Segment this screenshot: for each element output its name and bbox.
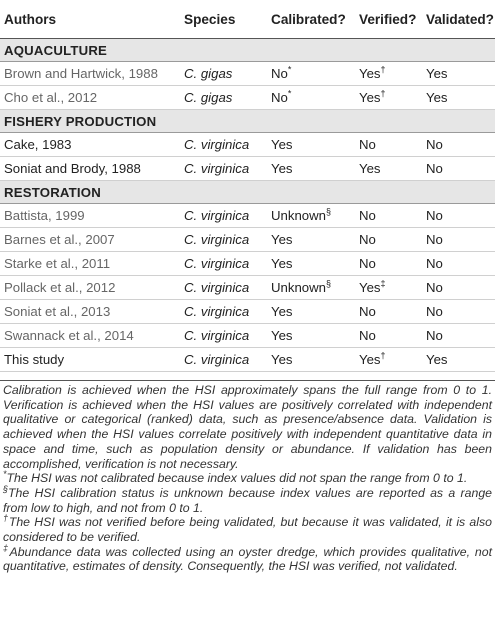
verified-cell: [355, 300, 422, 324]
section-title: RESTORATION: [0, 181, 495, 204]
footnote-dagger: [3, 515, 492, 544]
footnote-mark: †: [3, 513, 9, 524]
verified-value: Yes: [359, 161, 381, 176]
species-cell: C. virginica: [180, 348, 267, 372]
validated-cell: Yes: [422, 86, 495, 110]
calibrated-cell: [267, 204, 355, 228]
calibrated-cell: [267, 133, 355, 157]
verified-cell: [355, 276, 422, 300]
footnote-text: The HSI was not calibrated because index values did not span the range from 0 to 1.: [6, 471, 468, 486]
author-cell: Swannack et al., 2014: [0, 324, 180, 348]
section-title: FISHERY PRODUCTION: [0, 110, 495, 133]
calibrated-footnote-mark: §: [325, 278, 331, 289]
table-row: [0, 276, 495, 300]
table-row: [0, 228, 495, 252]
species-cell: C. virginica: [180, 252, 267, 276]
author-cell: Cake, 1983: [0, 133, 180, 157]
verified-value: Yes: [359, 90, 381, 105]
validated-cell: No: [422, 252, 495, 276]
table-row: [0, 252, 495, 276]
footnote-text: The HSI calibration status is unknown because index values are reported as a range from low to high, and not from 0 to 1.: [3, 485, 492, 515]
author-cell: Soniat et al., 2013: [0, 300, 180, 324]
calibrated-footnote-mark: *: [287, 64, 292, 75]
verified-value: No: [359, 304, 376, 319]
species-cell: C. gigas: [180, 62, 267, 86]
calibrated-value: Yes: [271, 328, 293, 343]
verified-cell: [355, 133, 422, 157]
calibrated-cell: [267, 86, 355, 110]
author-cell: Battista, 1999: [0, 204, 180, 228]
section-row: [0, 39, 495, 62]
verified-cell: [355, 228, 422, 252]
verified-footnote-mark: ‡: [380, 278, 386, 289]
footnote-definitions: Calibration is achieved when the HSI approximately spans the full range from 0 to 1. Verification is achieved when the HSI values are positively correlated with independent qualitative or categorical (ranked) data, such as presence/absence data. Validation is achieved when the HSI values correlate positively with independent quantitative data in space and time, such as population density or abundance. If validation has been accomplished, verification is not necessary.: [3, 383, 492, 471]
author-cell: Pollack et al., 2012: [0, 276, 180, 300]
calibrated-value: Yes: [271, 304, 293, 319]
header-authors: Authors: [0, 0, 180, 39]
calibrated-cell: [267, 157, 355, 181]
verified-cell: [355, 86, 422, 110]
species-cell: C. gigas: [180, 86, 267, 110]
table-row: [0, 133, 495, 157]
validated-cell: Yes: [422, 348, 495, 372]
species-cell: C. virginica: [180, 276, 267, 300]
calibrated-value: No: [271, 90, 288, 105]
calibrated-cell: [267, 300, 355, 324]
calibrated-value: Yes: [271, 352, 293, 367]
verified-value: Yes: [359, 352, 381, 367]
footnote-text: Abundance data was collected using an oyster dredge, which provides qualitative, not quantitative, estimates of density. Consequently, the HSI was verified, not validated.: [3, 544, 492, 574]
verified-cell: [355, 157, 422, 181]
species-cell: C. virginica: [180, 300, 267, 324]
validated-cell: No: [422, 204, 495, 228]
section-row: [0, 110, 495, 133]
validated-cell: No: [422, 157, 495, 181]
validated-cell: No: [422, 300, 495, 324]
species-cell: C. virginica: [180, 133, 267, 157]
verified-cell: [355, 348, 422, 372]
calibrated-footnote-mark: §: [325, 206, 331, 217]
footnote-ddagger: [3, 542, 492, 574]
table-row: [0, 157, 495, 181]
table-row: [0, 348, 495, 372]
table-body: [0, 39, 495, 372]
validated-cell: No: [422, 228, 495, 252]
verified-footnote-mark: †: [380, 64, 386, 75]
validated-cell: No: [422, 133, 495, 157]
calibrated-cell: [267, 252, 355, 276]
calibrated-value: Yes: [271, 137, 293, 152]
footnote-mark: *: [3, 469, 7, 480]
table-row: [0, 62, 495, 86]
verified-value: No: [359, 137, 376, 152]
validated-cell: Yes: [422, 62, 495, 86]
footnote-text: The HSI was not verified before being validated, but because it was validated, it is also considered to be verified.: [3, 515, 492, 545]
header-calibrated: Calibrated?: [267, 0, 355, 39]
author-cell: Starke et al., 2011: [0, 252, 180, 276]
footnote-mark: ‡: [3, 542, 10, 553]
verified-cell: [355, 204, 422, 228]
verified-footnote-mark: †: [380, 88, 386, 99]
verified-value: Yes: [359, 66, 381, 81]
verified-value: No: [359, 256, 376, 271]
table-bottom-rule: [0, 380, 495, 381]
table-row: [0, 86, 495, 110]
verified-cell: [355, 324, 422, 348]
verified-footnote-mark: †: [380, 350, 386, 361]
header-species: Species: [180, 0, 267, 39]
validated-cell: No: [422, 324, 495, 348]
verified-cell: [355, 62, 422, 86]
verified-value: No: [359, 328, 376, 343]
author-cell: Brown and Hartwick, 1988: [0, 62, 180, 86]
verified-value: No: [359, 208, 376, 223]
calibrated-cell: [267, 276, 355, 300]
calibrated-cell: [267, 324, 355, 348]
calibrated-cell: [267, 228, 355, 252]
table-row: [0, 204, 495, 228]
footnote-mark: §: [3, 483, 9, 494]
section-row: [0, 181, 495, 204]
calibrated-cell: [267, 348, 355, 372]
table-footnotes: [3, 383, 492, 574]
verified-cell: [355, 252, 422, 276]
calibrated-value: Unknown: [271, 208, 326, 223]
table-row: [0, 324, 495, 348]
footnote-star: [3, 471, 492, 486]
species-cell: C. virginica: [180, 228, 267, 252]
calibrated-cell: [267, 62, 355, 86]
author-cell: Soniat and Brody, 1988: [0, 157, 180, 181]
header-verified: Verified?: [355, 0, 422, 39]
header-validated: Validated?: [422, 0, 495, 39]
section-title: AQUACULTURE: [0, 39, 495, 62]
calibrated-value: Yes: [271, 161, 293, 176]
author-cell: This study: [0, 348, 180, 372]
calibrated-footnote-mark: *: [287, 88, 292, 99]
calibrated-value: No: [271, 66, 288, 81]
footnote-section: [3, 483, 492, 515]
calibrated-value: Yes: [271, 232, 293, 247]
header-row: [0, 0, 495, 39]
validated-cell: No: [422, 276, 495, 300]
calibrated-value: Yes: [271, 256, 293, 271]
species-cell: C. virginica: [180, 157, 267, 181]
verified-value: Yes: [359, 280, 381, 295]
author-cell: Barnes et al., 2007: [0, 228, 180, 252]
table-row: [0, 300, 495, 324]
species-cell: C. virginica: [180, 204, 267, 228]
author-cell: Cho et al., 2012: [0, 86, 180, 110]
species-cell: C. virginica: [180, 324, 267, 348]
calibrated-value: Unknown: [271, 280, 326, 295]
verified-value: No: [359, 232, 376, 247]
